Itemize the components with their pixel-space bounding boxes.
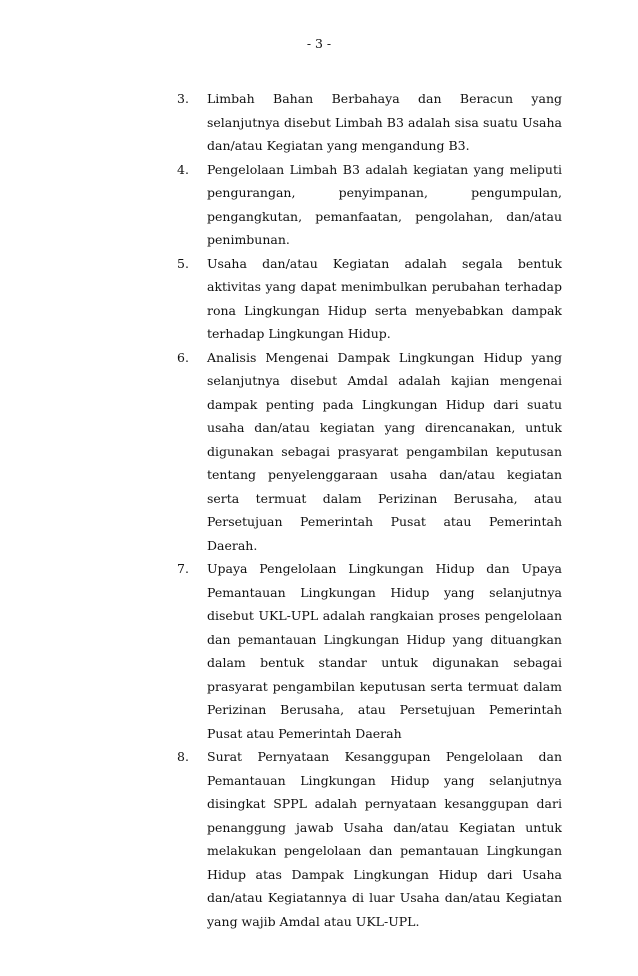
list-item: [177, 252, 562, 346]
item-text: Limbah Bahan Berbahaya dan Beracun yang selanjutnya disebut Limbah B3 adalah sisa suatu Usaha dan/atau Kegiatan yang mengandung B3.: [207, 91, 562, 153]
list-item: [177, 557, 562, 745]
item-number: 5.: [177, 255, 189, 271]
item-text: Pengelolaan Limbah B3 adalah kegiatan yang meliputi pengurangan, penyimpanan, pengumpulan, pengangkutan, pemanfaatan, pengolahan, dan/atau penimbunan.: [207, 161, 562, 247]
item-number: 4.: [177, 161, 189, 177]
item-number: 6.: [177, 349, 189, 365]
item-text: Surat Pernyataan Kesanggupan Pengelolaan dan Pemantauan Lingkungan Hidup yang selanjutnya disingkat SPPL adalah pernyataan kesanggupan dari penanggung jawab Usaha dan/atau Kegiatan untuk melakukan pengelolaan dan pemantauan Lingkungan Hidup atas Dampak Lingkungan Hidup dari Usaha dan/atau Kegiatannya di luar Usaha dan/atau Kegiatan yang wajib Amdal atau UKL-UPL.: [207, 749, 562, 929]
list-item: [177, 745, 562, 933]
item-text: Upaya Pengelolaan Lingkungan Hidup dan Upaya Pemantauan Lingkungan Hidup yang selanjutnya disebut UKL-UPL adalah rangkaian proses pengelolaan dan pemantauan Lingkungan Hidup yang dituangkan dalam bentuk standar untuk digunakan sebagai prasyarat pengambilan keputusan serta termuat dalam Perizinan Berusaha, atau Persetujuan Pemerintah Pusat atau Pemerintah Daerah: [207, 561, 562, 741]
list-item: [177, 346, 562, 558]
definition-list: [177, 87, 562, 933]
item-text: Usaha dan/atau Kegiatan adalah segala bentuk aktivitas yang dapat menimbulkan perubahan terhadap rona Lingkungan Hidup serta menyebabkan dampak terhadap Lingkungan Hidup.: [207, 255, 562, 341]
page-number: - 3 -: [306, 36, 332, 51]
item-number: 8.: [177, 749, 189, 764]
list-item: [177, 158, 562, 252]
item-text: Analisis Mengenai Dampak Lingkungan Hidup yang selanjutnya disebut Amdal adalah kajian mengenai dampak penting pada Lingkungan Hidup dari suatu usaha dan/atau kegiatan yang direncanakan, untuk digunakan sebagai prasyarat pengambilan keputusan tentang penyelenggaraan usaha dan/atau kegiatan serta termuat dalam Perizinan Berusaha, atau Persetujuan Pemerintah Pusat atau Pemerintah Daerah.: [207, 349, 562, 553]
list-item: [177, 87, 562, 158]
item-number: 3.: [177, 91, 189, 106]
item-number: 7.: [177, 561, 189, 576]
